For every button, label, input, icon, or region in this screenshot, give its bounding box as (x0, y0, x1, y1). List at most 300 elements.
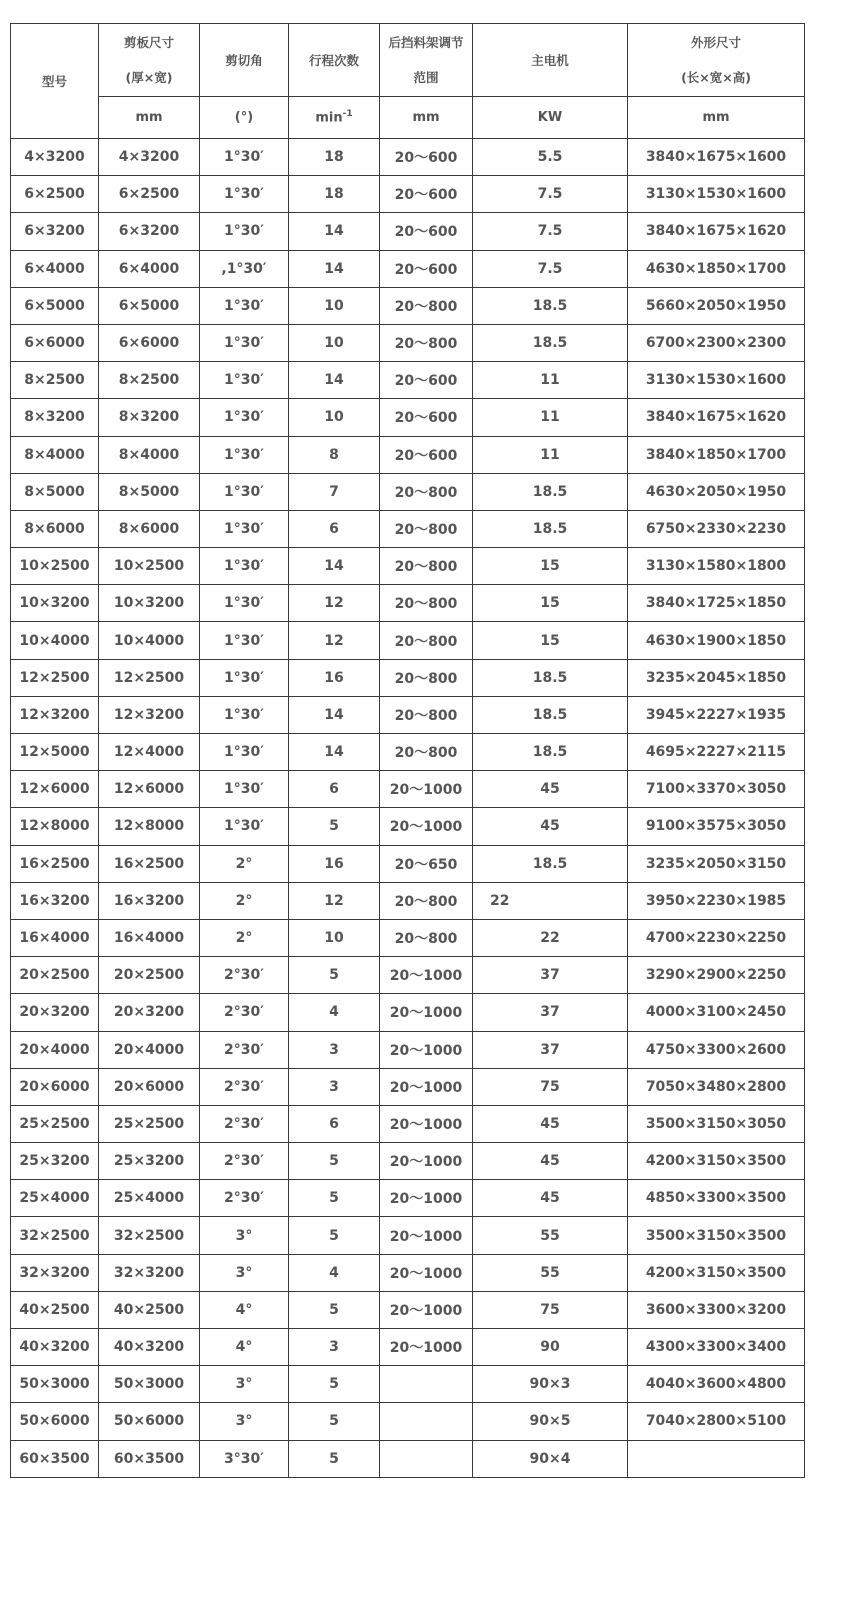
header-stroke-count (289, 24, 380, 97)
cell-backgauge: 20～800 (380, 510, 473, 547)
cell-plate-size: 6×6000 (99, 324, 200, 361)
cell-model: 50×3000 (11, 1366, 99, 1403)
cell-backgauge: 20～800 (380, 473, 473, 510)
cell-backgauge: 20～1000 (380, 957, 473, 994)
cell-plate-size: 10×4000 (99, 622, 200, 659)
cell-backgauge: 20～1000 (380, 1254, 473, 1291)
cell-plate-size: 10×2500 (99, 548, 200, 585)
cell-dimensions: 4850×3300×3500 (628, 1180, 805, 1217)
cell-model: 60×3500 (11, 1440, 99, 1477)
cell-backgauge: 20～800 (380, 659, 473, 696)
unit-plate-size: mm (99, 97, 200, 139)
cell-motor-kw: 37 (473, 994, 628, 1031)
cell-motor-kw: 15 (473, 548, 628, 585)
cell-model: 8×2500 (11, 362, 99, 399)
cell-dimensions: 3130×1530×1600 (628, 362, 805, 399)
cell-model: 10×2500 (11, 548, 99, 585)
cell-model: 8×5000 (11, 473, 99, 510)
cell-stroke-count: 8 (289, 436, 380, 473)
cell-cut-angle: 3° (200, 1217, 289, 1254)
header-cut-angle (200, 24, 289, 97)
cell-backgauge: 20～600 (380, 250, 473, 287)
cell-stroke-count: 14 (289, 250, 380, 287)
cell-model: 50×6000 (11, 1403, 99, 1440)
table-body (11, 139, 805, 1478)
cell-dimensions: 3840×1675×1600 (628, 139, 805, 176)
cell-plate-size: 25×2500 (99, 1105, 200, 1142)
table-row (11, 696, 805, 733)
table-row (11, 213, 805, 250)
cell-dimensions: 4750×3300×2600 (628, 1031, 805, 1068)
cell-cut-angle: 2°30′ (200, 1031, 289, 1068)
cell-plate-size: 8×5000 (99, 473, 200, 510)
cell-dimensions: 9100×3575×3050 (628, 808, 805, 845)
cell-cut-angle: 1°30′ (200, 622, 289, 659)
cell-model: 25×3200 (11, 1143, 99, 1180)
cell-model: 20×6000 (11, 1068, 99, 1105)
cell-model: 40×2500 (11, 1291, 99, 1328)
cell-backgauge: 20～600 (380, 213, 473, 250)
cell-stroke-count: 18 (289, 139, 380, 176)
cell-stroke-count: 18 (289, 176, 380, 213)
header-motor-label: 主电机 (531, 52, 569, 68)
cell-dimensions: 3840×1675×1620 (628, 399, 805, 436)
table-row (11, 176, 805, 213)
cell-model: 32×2500 (11, 1217, 99, 1254)
cell-stroke-count: 5 (289, 1366, 380, 1403)
cell-backgauge: 20～800 (380, 622, 473, 659)
cell-motor-kw: 7.5 (473, 250, 628, 287)
unit-stroke-exponent: -1 (342, 109, 353, 120)
cell-dimensions: 4700×2230×2250 (628, 919, 805, 956)
cell-dimensions: 3840×1725×1850 (628, 585, 805, 622)
cell-dimensions: 6750×2330×2230 (628, 510, 805, 547)
cell-model: 6×5000 (11, 287, 99, 324)
cell-model: 8×4000 (11, 436, 99, 473)
cell-plate-size: 8×4000 (99, 436, 200, 473)
cell-motor-kw: 18.5 (473, 287, 628, 324)
cell-plate-size: 6×5000 (99, 287, 200, 324)
cell-plate-size: 20×4000 (99, 1031, 200, 1068)
cell-motor-kw: 55 (473, 1217, 628, 1254)
unit-backgauge: mm (380, 97, 473, 139)
cell-stroke-count: 10 (289, 287, 380, 324)
cell-dimensions: 4040×3600×4800 (628, 1366, 805, 1403)
cell-dimensions: 3130×1530×1600 (628, 176, 805, 213)
cell-model: 6×2500 (11, 176, 99, 213)
header-stroke-count-label: 行程次数 (308, 52, 359, 68)
cell-dimensions: 4000×3100×2450 (628, 994, 805, 1031)
cell-backgauge: 20～800 (380, 734, 473, 771)
cell-cut-angle: 1°30′ (200, 510, 289, 547)
cell-plate-size: 12×6000 (99, 771, 200, 808)
cell-backgauge: 20～1000 (380, 1031, 473, 1068)
cell-model: 12×5000 (11, 734, 99, 771)
header-dimensions (628, 24, 805, 97)
cell-backgauge: 20～1000 (380, 771, 473, 808)
cell-motor-kw: 45 (473, 771, 628, 808)
cell-model: 8×3200 (11, 399, 99, 436)
cell-dimensions: 3945×2227×1935 (628, 696, 805, 733)
table-row (11, 1366, 805, 1403)
cell-backgauge: 20～1000 (380, 1180, 473, 1217)
table-row (11, 1217, 805, 1254)
cell-stroke-count: 16 (289, 659, 380, 696)
cell-cut-angle: 4° (200, 1329, 289, 1366)
cell-motor-kw: 11 (473, 436, 628, 473)
cell-backgauge: 20～800 (380, 548, 473, 585)
header-dimensions-sub: (长×宽×高) (681, 70, 751, 85)
cell-dimensions: 4300×3300×3400 (628, 1329, 805, 1366)
cell-backgauge: 20～600 (380, 436, 473, 473)
table-row (11, 919, 805, 956)
table-row (11, 548, 805, 585)
table-row (11, 1254, 805, 1291)
cell-dimensions: 4630×2050×1950 (628, 473, 805, 510)
cell-backgauge: 20～600 (380, 139, 473, 176)
cell-cut-angle: 2° (200, 919, 289, 956)
table-row (11, 808, 805, 845)
cell-dimensions (628, 1440, 805, 1477)
table-row (11, 399, 805, 436)
header-motor (473, 24, 628, 97)
cell-stroke-count: 10 (289, 919, 380, 956)
cell-dimensions: 3840×1675×1620 (628, 213, 805, 250)
cell-stroke-count: 16 (289, 845, 380, 882)
cell-backgauge: 20～600 (380, 176, 473, 213)
cell-model: 16×3200 (11, 882, 99, 919)
cell-dimensions: 4630×1900×1850 (628, 622, 805, 659)
header-backgauge-label: 后挡料架调节 (388, 35, 464, 50)
cell-plate-size: 10×3200 (99, 585, 200, 622)
cell-stroke-count: 3 (289, 1329, 380, 1366)
cell-model: 32×3200 (11, 1254, 99, 1291)
table-row (11, 1329, 805, 1366)
cell-dimensions: 4200×3150×3500 (628, 1143, 805, 1180)
cell-stroke-count: 12 (289, 585, 380, 622)
cell-model: 12×2500 (11, 659, 99, 696)
cell-stroke-count: 14 (289, 548, 380, 585)
cell-cut-angle: 3° (200, 1403, 289, 1440)
cell-dimensions: 3235×2050×3150 (628, 845, 805, 882)
cell-backgauge: 20～800 (380, 919, 473, 956)
cell-backgauge (380, 1403, 473, 1440)
header-plate-size (99, 24, 200, 97)
cell-cut-angle: 1°30′ (200, 548, 289, 585)
header-dimensions-label: 外形尺寸 (690, 35, 741, 50)
cell-stroke-count: 10 (289, 324, 380, 361)
cell-plate-size: 16×3200 (99, 882, 200, 919)
cell-cut-angle: ,1°30′ (200, 250, 289, 287)
table-row (11, 473, 805, 510)
cell-plate-size: 40×3200 (99, 1329, 200, 1366)
cell-plate-size: 20×3200 (99, 994, 200, 1031)
cell-dimensions: 3600×3300×3200 (628, 1291, 805, 1328)
cell-plate-size: 25×4000 (99, 1180, 200, 1217)
cell-plate-size: 20×2500 (99, 957, 200, 994)
table-row (11, 1403, 805, 1440)
cell-dimensions: 3500×3150×3500 (628, 1217, 805, 1254)
header-model-label: 型号 (41, 73, 67, 89)
header-plate-size-sub: (厚×宽) (125, 70, 173, 85)
cell-dimensions: 5660×2050×1950 (628, 287, 805, 324)
cell-stroke-count: 14 (289, 696, 380, 733)
cell-plate-size: 6×3200 (99, 213, 200, 250)
cell-stroke-count: 6 (289, 1105, 380, 1142)
cell-model: 20×3200 (11, 994, 99, 1031)
cell-plate-size: 8×2500 (99, 362, 200, 399)
table-row (11, 324, 805, 361)
cell-dimensions: 4695×2227×2115 (628, 734, 805, 771)
cell-dimensions: 3130×1580×1800 (628, 548, 805, 585)
table-row (11, 250, 805, 287)
cell-cut-angle: 1°30′ (200, 659, 289, 696)
cell-motor-kw: 37 (473, 1031, 628, 1068)
cell-stroke-count: 14 (289, 213, 380, 250)
cell-stroke-count: 4 (289, 1254, 380, 1291)
cell-motor-kw: 7.5 (473, 213, 628, 250)
cell-cut-angle: 1°30′ (200, 213, 289, 250)
cell-motor-kw: 45 (473, 1105, 628, 1142)
cell-model: 6×4000 (11, 250, 99, 287)
cell-cut-angle: 2°30′ (200, 1180, 289, 1217)
cell-backgauge: 20～650 (380, 845, 473, 882)
cell-cut-angle: 1°30′ (200, 287, 289, 324)
cell-model: 10×3200 (11, 585, 99, 622)
cell-stroke-count: 6 (289, 771, 380, 808)
table-row (11, 994, 805, 1031)
cell-model: 6×6000 (11, 324, 99, 361)
cell-dimensions: 3500×3150×3050 (628, 1105, 805, 1142)
cell-motor-kw: 11 (473, 399, 628, 436)
cell-motor-kw: 11 (473, 362, 628, 399)
cell-stroke-count: 4 (289, 994, 380, 1031)
unit-stroke-base: min (315, 110, 343, 126)
header-model (11, 24, 99, 139)
cell-plate-size: 32×2500 (99, 1217, 200, 1254)
cell-model: 4×3200 (11, 139, 99, 176)
cell-cut-angle: 1°30′ (200, 771, 289, 808)
table-row (11, 622, 805, 659)
cell-plate-size: 4×3200 (99, 139, 200, 176)
cell-motor-kw: 22 (473, 919, 628, 956)
table-row (11, 139, 805, 176)
cell-cut-angle: 3° (200, 1366, 289, 1403)
table-row (11, 845, 805, 882)
cell-dimensions: 6700×2300×2300 (628, 324, 805, 361)
cell-cut-angle: 1°30′ (200, 362, 289, 399)
cell-backgauge: 20～800 (380, 882, 473, 919)
cell-model: 12×6000 (11, 771, 99, 808)
cell-plate-size: 8×3200 (99, 399, 200, 436)
cell-model: 6×3200 (11, 213, 99, 250)
cell-stroke-count: 7 (289, 473, 380, 510)
unit-dimensions: mm (628, 97, 805, 139)
cell-model: 16×2500 (11, 845, 99, 882)
cell-motor-kw: 45 (473, 1180, 628, 1217)
cell-stroke-count: 5 (289, 1217, 380, 1254)
cell-dimensions: 4200×3150×3500 (628, 1254, 805, 1291)
cell-model: 12×8000 (11, 808, 99, 845)
cell-plate-size: 40×2500 (99, 1291, 200, 1328)
table-row (11, 1068, 805, 1105)
cell-plate-size: 12×2500 (99, 659, 200, 696)
cell-cut-angle: 2°30′ (200, 1143, 289, 1180)
cell-model: 8×6000 (11, 510, 99, 547)
cell-backgauge: 20～600 (380, 399, 473, 436)
cell-motor-kw: 5.5 (473, 139, 628, 176)
cell-motor-kw: 22 (473, 882, 628, 919)
cell-cut-angle: 2°30′ (200, 957, 289, 994)
header-backgauge-label-2: 范围 (413, 70, 439, 85)
cell-stroke-count: 5 (289, 1440, 380, 1477)
cell-cut-angle: 3°30′ (200, 1440, 289, 1477)
cell-stroke-count: 3 (289, 1031, 380, 1068)
header-plate-size-label: 剪板尺寸 (123, 35, 174, 50)
cell-backgauge: 20～1000 (380, 1329, 473, 1366)
cell-plate-size: 16×2500 (99, 845, 200, 882)
cell-cut-angle: 1°30′ (200, 473, 289, 510)
cell-cut-angle: 1°30′ (200, 399, 289, 436)
cell-cut-angle: 2° (200, 845, 289, 882)
cell-motor-kw: 90×3 (473, 1366, 628, 1403)
cell-stroke-count: 3 (289, 1068, 380, 1105)
cell-backgauge: 20～1000 (380, 1217, 473, 1254)
cell-dimensions: 7040×2800×5100 (628, 1403, 805, 1440)
cell-motor-kw: 90 (473, 1329, 628, 1366)
cell-dimensions: 3840×1850×1700 (628, 436, 805, 473)
table-row (11, 659, 805, 696)
cell-cut-angle: 1°30′ (200, 696, 289, 733)
cell-stroke-count: 12 (289, 882, 380, 919)
table-row (11, 362, 805, 399)
cell-plate-size: 25×3200 (99, 1143, 200, 1180)
cell-backgauge: 20～1000 (380, 1068, 473, 1105)
unit-motor: KW (473, 97, 628, 139)
unit-cut-angle: (°) (200, 97, 289, 139)
cell-cut-angle: 1°30′ (200, 139, 289, 176)
unit-stroke (289, 97, 380, 139)
cell-model: 12×3200 (11, 696, 99, 733)
cell-stroke-count: 10 (289, 399, 380, 436)
cell-model: 40×3200 (11, 1329, 99, 1366)
cell-motor-kw: 18.5 (473, 510, 628, 547)
cell-dimensions: 3290×2900×2250 (628, 957, 805, 994)
cell-model: 20×4000 (11, 1031, 99, 1068)
cell-backgauge: 20～800 (380, 585, 473, 622)
cell-motor-kw: 15 (473, 585, 628, 622)
cell-plate-size: 6×2500 (99, 176, 200, 213)
table-row (11, 734, 805, 771)
cell-plate-size: 20×6000 (99, 1068, 200, 1105)
header-backgauge (380, 24, 473, 97)
cell-cut-angle: 2°30′ (200, 994, 289, 1031)
cell-motor-kw: 18.5 (473, 324, 628, 361)
cell-motor-kw: 55 (473, 1254, 628, 1291)
table-row (11, 436, 805, 473)
cell-stroke-count: 14 (289, 734, 380, 771)
cell-motor-kw: 18.5 (473, 734, 628, 771)
table-row (11, 1105, 805, 1142)
cell-cut-angle: 1°30′ (200, 734, 289, 771)
cell-backgauge: 20～1000 (380, 1291, 473, 1328)
cell-dimensions: 3950×2230×1985 (628, 882, 805, 919)
cell-motor-kw: 90×5 (473, 1403, 628, 1440)
table-row (11, 585, 805, 622)
cell-backgauge: 20～600 (380, 362, 473, 399)
cell-plate-size: 50×6000 (99, 1403, 200, 1440)
cell-cut-angle: 1°30′ (200, 585, 289, 622)
cell-stroke-count: 5 (289, 1143, 380, 1180)
cell-cut-angle: 2°30′ (200, 1068, 289, 1105)
cell-backgauge: 20～1000 (380, 808, 473, 845)
cell-cut-angle: 3° (200, 1254, 289, 1291)
cell-plate-size: 12×4000 (99, 734, 200, 771)
cell-plate-size: 60×3500 (99, 1440, 200, 1477)
cell-plate-size: 8×6000 (99, 510, 200, 547)
cell-stroke-count: 5 (289, 1291, 380, 1328)
cell-dimensions: 4630×1850×1700 (628, 250, 805, 287)
cell-cut-angle: 1°30′ (200, 808, 289, 845)
table-row (11, 1143, 805, 1180)
cell-plate-size: 12×8000 (99, 808, 200, 845)
cell-plate-size: 12×3200 (99, 696, 200, 733)
cell-stroke-count: 5 (289, 1403, 380, 1440)
cell-model: 25×4000 (11, 1180, 99, 1217)
cell-motor-kw: 18.5 (473, 659, 628, 696)
cell-model: 16×4000 (11, 919, 99, 956)
cell-cut-angle: 1°30′ (200, 436, 289, 473)
table-row (11, 771, 805, 808)
cell-motor-kw: 45 (473, 808, 628, 845)
cell-plate-size: 50×3000 (99, 1366, 200, 1403)
cell-motor-kw: 15 (473, 622, 628, 659)
table-row (11, 287, 805, 324)
cell-backgauge: 20～800 (380, 696, 473, 733)
cell-stroke-count: 6 (289, 510, 380, 547)
cell-motor-kw: 7.5 (473, 176, 628, 213)
cell-cut-angle: 2° (200, 882, 289, 919)
cell-model: 25×2500 (11, 1105, 99, 1142)
cell-plate-size: 16×4000 (99, 919, 200, 956)
cell-motor-kw: 75 (473, 1068, 628, 1105)
cell-backgauge: 20～1000 (380, 994, 473, 1031)
table-row (11, 1180, 805, 1217)
cell-motor-kw: 37 (473, 957, 628, 994)
cell-backgauge (380, 1440, 473, 1477)
cell-backgauge: 20～1000 (380, 1105, 473, 1142)
table-row (11, 1291, 805, 1328)
cell-cut-angle: 1°30′ (200, 176, 289, 213)
cell-cut-angle: 1°30′ (200, 324, 289, 361)
cell-dimensions: 3235×2045×1850 (628, 659, 805, 696)
table-row (11, 882, 805, 919)
cell-motor-kw: 18.5 (473, 845, 628, 882)
cell-backgauge: 20～800 (380, 324, 473, 361)
cell-backgauge: 20～1000 (380, 1143, 473, 1180)
cell-backgauge (380, 1366, 473, 1403)
cell-backgauge: 20～800 (380, 287, 473, 324)
cell-dimensions: 7100×3370×3050 (628, 771, 805, 808)
cell-model: 10×4000 (11, 622, 99, 659)
cell-stroke-count: 14 (289, 362, 380, 399)
cell-motor-kw: 90×4 (473, 1440, 628, 1477)
cell-motor-kw: 45 (473, 1143, 628, 1180)
cell-plate-size: 6×4000 (99, 250, 200, 287)
table-row (11, 1440, 805, 1477)
cell-dimensions: 7050×3480×2800 (628, 1068, 805, 1105)
cell-stroke-count: 12 (289, 622, 380, 659)
